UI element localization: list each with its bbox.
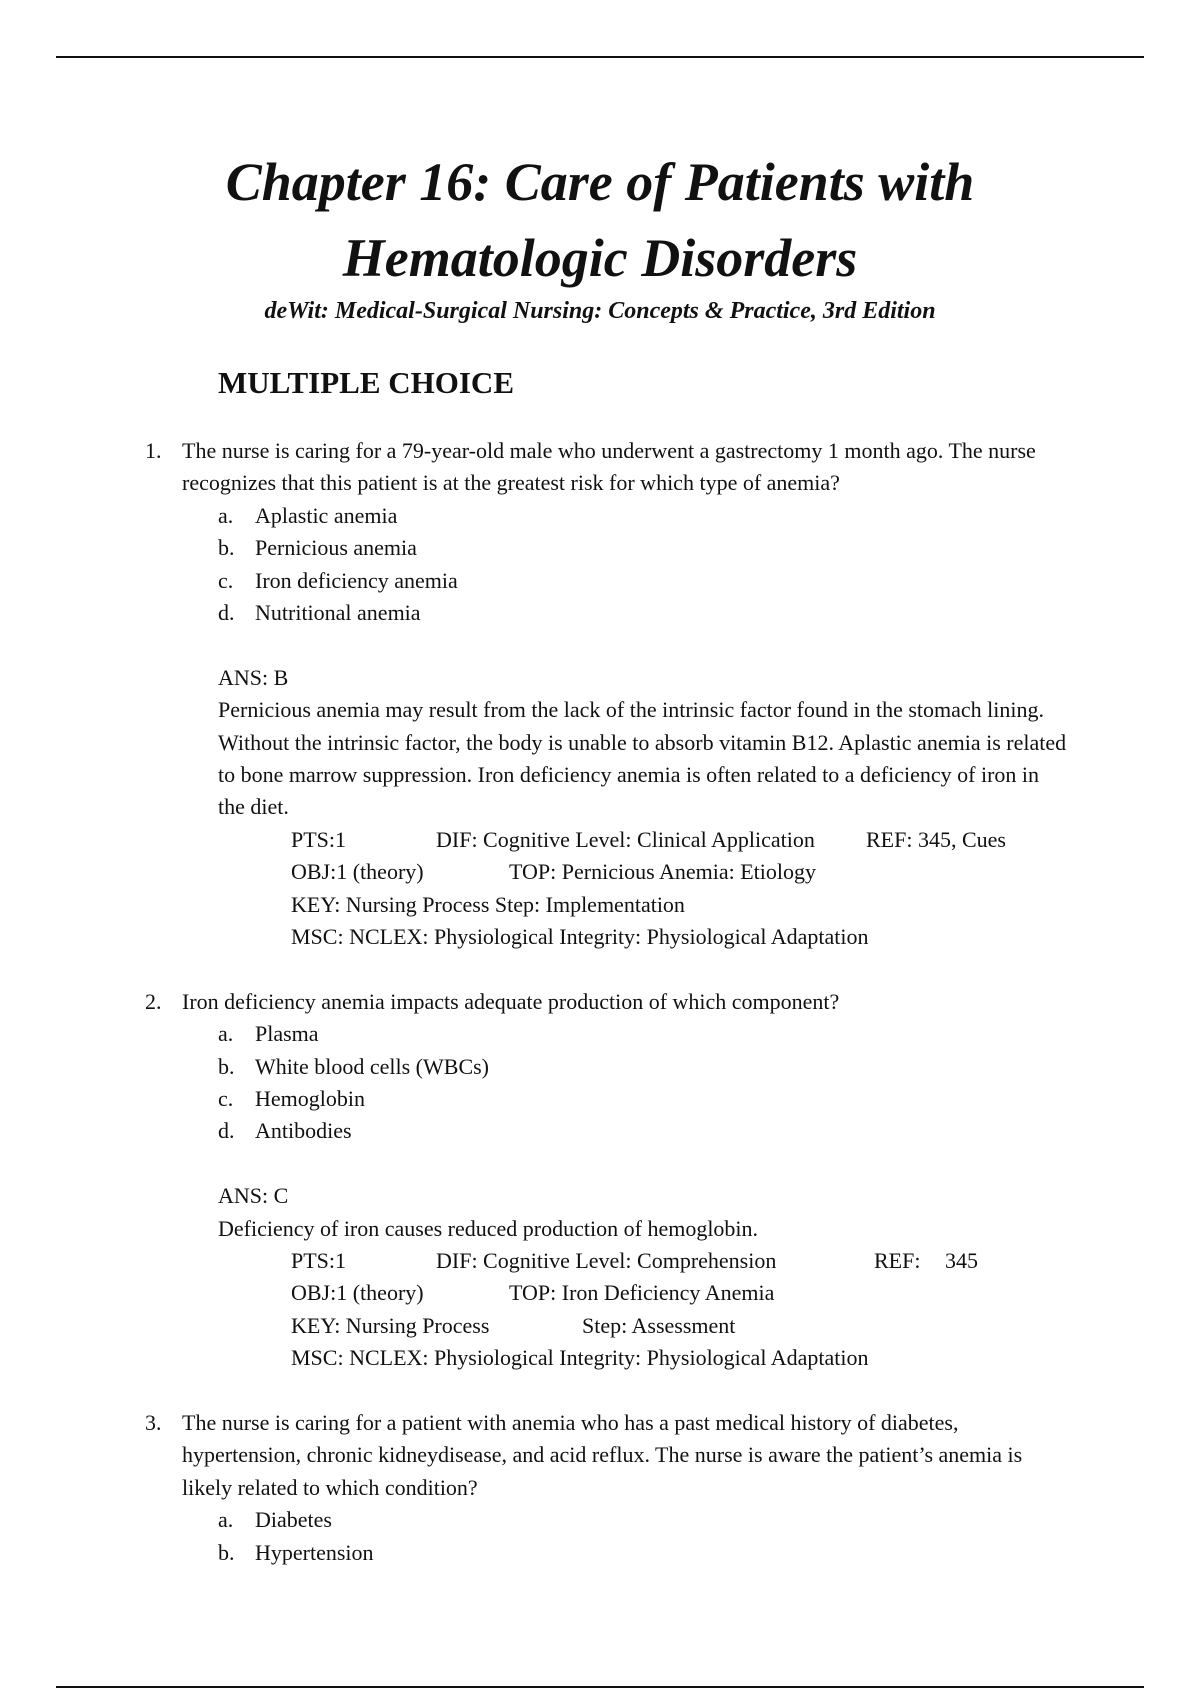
answer-key: ANS: B (218, 664, 289, 690)
answer-options (0, 500, 1200, 630)
meta-pts: PTS:1 (291, 826, 347, 852)
meta-top: TOP: Pernicious Anemia: Etiology (509, 859, 816, 885)
option-d (218, 597, 1200, 629)
question-stem (0, 986, 1062, 1018)
answer-rationale: Pernicious anemia may result from the lack of the intrinsic factor found in the stomach lining. Without the intrinsic factor, the body is unable to absorb vitamin B12. Aplastic anemia is related to bone marrow suppression. Iron deficiency anemia is often related to a deficiency of iron in the diet. (218, 697, 1067, 820)
option-a (218, 1504, 1200, 1536)
question-list (0, 435, 1200, 1601)
meta-top: TOP: Iron Deficiency Anemia (509, 1280, 775, 1306)
question-text: Iron deficiency anemia impacts adequate production of which component? (182, 988, 840, 1014)
option-letter: a. (218, 1507, 234, 1533)
question-metadata (0, 824, 1200, 954)
option-letter: b. (218, 1539, 235, 1565)
chapter-title-line-1: Chapter 16: Care of Patients with (225, 152, 975, 212)
meta-step: Step: Assessment (582, 1312, 736, 1338)
meta-obj: OBJ:1 (theory) (291, 1280, 424, 1306)
option-a (218, 500, 1200, 532)
question-2 (0, 986, 1200, 1375)
option-text: Diabetes (255, 1507, 332, 1533)
meta-key: KEY: Nursing Process (291, 1312, 490, 1338)
question-1 (0, 435, 1200, 953)
option-text: Nutritional anemia (255, 600, 421, 626)
meta-key: KEY: Nursing Process Step: Implementation (291, 891, 685, 917)
option-c (218, 565, 1200, 597)
section-heading: MULTIPLE CHOICE (218, 365, 514, 400)
option-letter: c. (218, 567, 234, 593)
meta-ref-label: REF: (874, 1248, 921, 1274)
option-text: White blood cells (WBCs) (255, 1053, 490, 1079)
meta-dif: DIF: Cognitive Level: Comprehension (436, 1248, 777, 1274)
option-text: Aplastic anemia (255, 502, 398, 528)
option-letter: c. (218, 1086, 234, 1112)
option-text: Antibodies (255, 1118, 352, 1144)
option-text: Hypertension (255, 1539, 374, 1565)
option-a (218, 1018, 1200, 1050)
question-number: 3. (145, 1410, 162, 1435)
meta-ref: REF: 345, Cues (866, 826, 1006, 852)
option-b (218, 1537, 1200, 1569)
book-subtitle: deWit: Medical-Surgical Nursing: Concepts & Practice, 3rd Edition (264, 298, 936, 324)
question-3 (0, 1407, 1200, 1569)
meta-msc: MSC: NCLEX: Physiological Integrity: Physiological Adaptation (291, 1345, 869, 1371)
question-number: 1. (145, 438, 162, 463)
meta-msc: MSC: NCLEX: Physiological Integrity: Physiological Adaptation (291, 924, 869, 950)
meta-ref-value: 345 (945, 1248, 978, 1274)
question-stem (0, 1407, 1062, 1504)
option-text: Pernicious anemia (255, 535, 417, 561)
answer-options (0, 1504, 1200, 1569)
answer-key: ANS: C (218, 1183, 289, 1209)
question-number: 2. (145, 988, 162, 1014)
option-c (218, 1083, 1200, 1115)
option-letter: a. (218, 502, 234, 528)
meta-pts: PTS:1 (291, 1248, 347, 1274)
option-text: Hemoglobin (255, 1086, 365, 1112)
option-d (218, 1115, 1200, 1147)
option-letter: a. (218, 1021, 234, 1047)
answer-block (0, 662, 1068, 824)
option-text: Plasma (255, 1021, 319, 1047)
chapter-title-line-2: Hematologic Disorders (342, 228, 858, 288)
question-text: The nurse is caring for a patient with anemia who has a past medical history of diabetes, hypertension, chronic kidneydisease, and acid reflux. The nurse is aware the patient’s anemia is likely related to which condition? (182, 1410, 1023, 1500)
answer-block (0, 1180, 1068, 1245)
top-rule (56, 56, 1144, 58)
meta-dif: DIF: Cognitive Level: Clinical Application (436, 826, 815, 852)
meta-obj: OBJ:1 (theory) (291, 859, 424, 885)
option-letter: d. (218, 1118, 235, 1144)
question-metadata (0, 1245, 1200, 1375)
answer-options (0, 1018, 1200, 1148)
chapter-title (0, 144, 1200, 296)
bottom-rule (56, 1686, 1144, 1688)
option-letter: b. (218, 1053, 235, 1079)
option-letter: b. (218, 535, 235, 561)
question-text: The nurse is caring for a 79-year-old male who underwent a gastrectomy 1 month ago. The nurse recognizes that this patient is at the greatest risk for which type of anemia? (182, 438, 1036, 496)
option-text: Iron deficiency anemia (255, 567, 458, 593)
option-b (218, 532, 1200, 564)
option-b (218, 1051, 1200, 1083)
option-letter: d. (218, 600, 235, 626)
question-stem (0, 435, 1062, 500)
answer-rationale: Deficiency of iron causes reduced production of hemoglobin. (218, 1215, 759, 1241)
